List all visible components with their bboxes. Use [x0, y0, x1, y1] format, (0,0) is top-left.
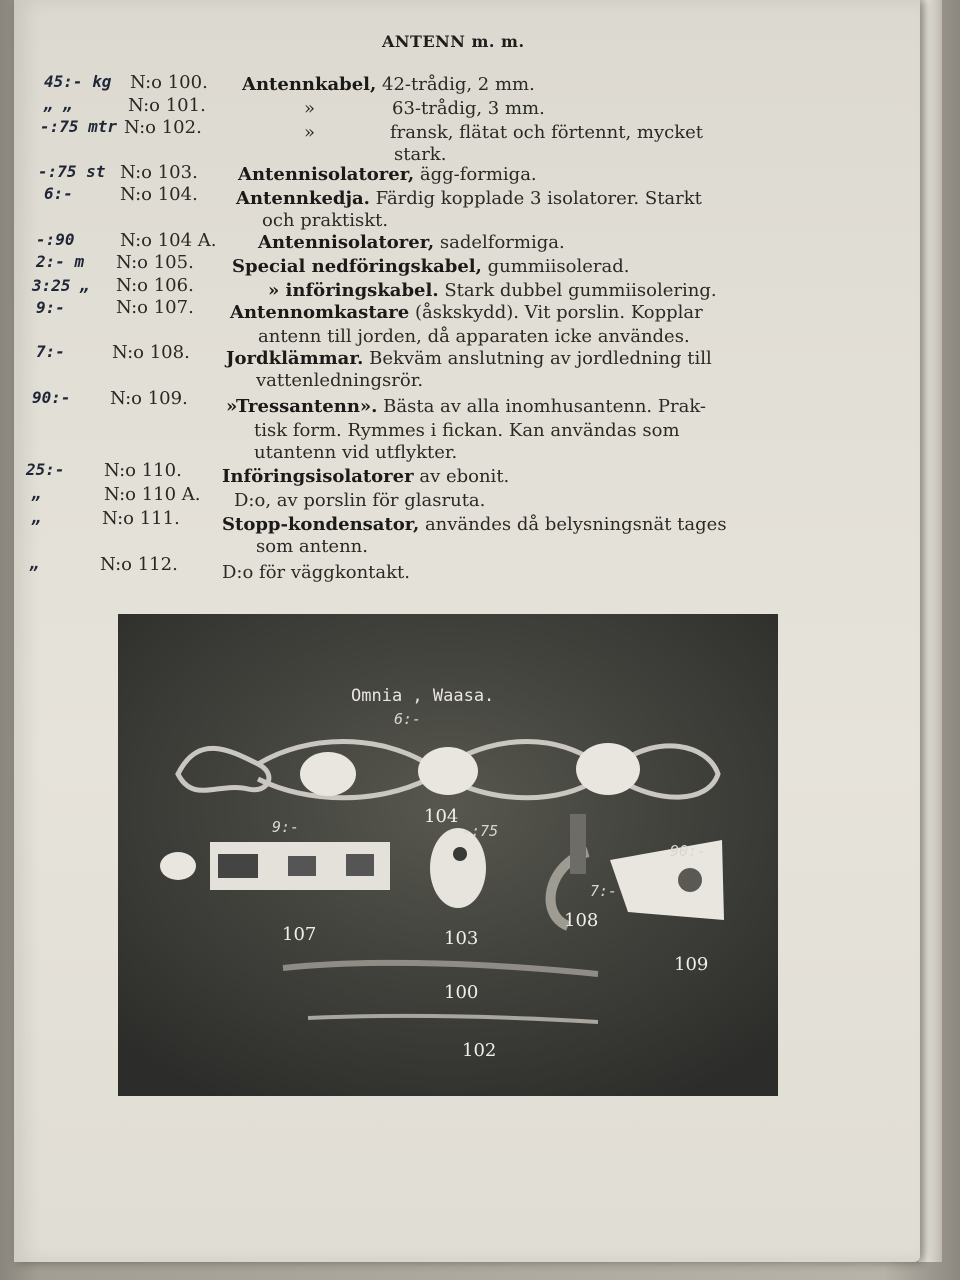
price-note: -:75 st [38, 162, 106, 181]
price-mark-chain: 6:- [394, 710, 422, 728]
label-108: 108 [564, 910, 599, 931]
price-mark-insulator: -:75 [462, 822, 499, 840]
item-number: N:o 107. [116, 297, 194, 318]
item-desc-cont: tisk form. Rymmes i fickan. Kan användas som [254, 420, 680, 441]
photo-caption: Omnia , Waasa. [351, 686, 495, 706]
item-number: N:o 109. [110, 388, 188, 409]
item-name: Stopp-kondensator, [222, 514, 420, 535]
item-entry [236, 190, 702, 208]
item-desc: Färdig kopplade 3 isolatorer. Starkt [369, 188, 702, 209]
item-name: Antennomkastare [230, 302, 410, 323]
price-note: 45:- kg [44, 72, 112, 91]
item-number: N:o 103. [120, 162, 198, 183]
price-note: „ [30, 554, 40, 573]
item-desc: Bästa av alla inomhusantenn. Prak- [377, 396, 706, 417]
item-name: Antennisolatorer, [238, 164, 415, 185]
price-mark-tress: 90:- [670, 842, 707, 860]
item-desc: gummiisolerad. [481, 256, 630, 277]
item-entry [226, 350, 712, 368]
item-number: N:o 104 A. [120, 230, 217, 251]
item-entry [258, 234, 565, 252]
price-note: 7:- [36, 342, 65, 361]
item-desc: (åskskydd). Vit porslin. Kopplar [409, 302, 703, 323]
price-note: -:90 [36, 230, 75, 249]
item-entry [226, 398, 706, 416]
page-stack-edge [918, 0, 942, 1262]
item-desc: användes då belysningsnät tages [419, 514, 727, 535]
item-desc: 63-trådig, 3 mm. [392, 98, 545, 119]
item-number: N:o 106. [116, 275, 194, 296]
price-note: „ [32, 508, 42, 527]
item-number: N:o 104. [120, 184, 198, 205]
item-desc-cont: stark. [394, 144, 447, 165]
price-mark-clamp: 7:- [590, 882, 618, 900]
price-note: 90:- [32, 388, 71, 407]
egg-insulator [430, 828, 486, 908]
item-desc: D:o för väggkontakt. [222, 562, 410, 583]
item-name: » införingskabel. [268, 280, 439, 301]
item-desc: ägg-formiga. [414, 164, 537, 185]
item-desc: av ebonit. [413, 466, 510, 487]
item-number: N:o 102. [124, 117, 202, 138]
item-entry [222, 516, 727, 534]
label-100: 100 [444, 982, 479, 1003]
item-desc: sadelformiga. [434, 232, 565, 253]
item-entry [268, 282, 717, 300]
item-desc: 42-trådig, 2 mm. [376, 74, 535, 95]
item-entry [230, 304, 703, 322]
item-number: N:o 100. [130, 72, 208, 93]
item-entry [242, 76, 535, 94]
price-note: 3:25 „ [32, 276, 90, 295]
item-number: N:o 110 A. [104, 484, 201, 505]
item-entry [222, 468, 509, 486]
item-entry [232, 258, 629, 276]
item-name: Antennkabel, [242, 74, 377, 95]
item-entry [238, 166, 537, 184]
item-desc-cont: antenn till jorden, då apparaten icke användes. [258, 326, 690, 347]
price-note: 6:- [44, 184, 73, 203]
product-photo [118, 614, 778, 1096]
item-name: Jordklämmar. [226, 348, 364, 369]
label-103: 103 [444, 928, 479, 949]
item-desc-cont: utantenn vid utflykter. [254, 442, 458, 463]
item-desc: fransk, flätat och förtennt, mycket [390, 122, 704, 143]
price-note: „ [32, 484, 42, 503]
label-109: 109 [674, 954, 709, 975]
item-desc-cont: som antenn. [256, 536, 368, 557]
page-title: ANTENN m. m. [382, 32, 525, 51]
item-number: N:o 101. [128, 95, 206, 116]
item-number: N:o 112. [100, 554, 178, 575]
item-desc-cont: och praktiskt. [262, 210, 389, 231]
item-desc: Stark dubbel gummiisolering. [438, 280, 717, 301]
item-number: N:o 111. [102, 508, 180, 529]
price-note: „ „ [44, 95, 73, 114]
price-note: -:75 mtr [40, 117, 118, 136]
label-104: 104 [424, 806, 459, 827]
price-note: 2:- m [36, 252, 85, 271]
item-name: » [304, 122, 316, 143]
label-102: 102 [462, 1040, 497, 1061]
price-mark-switch: 9:- [272, 818, 300, 836]
item-name: »Tressantenn». [226, 396, 378, 417]
item-number: N:o 105. [116, 252, 194, 273]
item-desc: D:o, av porslin för glasruta. [234, 490, 486, 511]
item-name: Införingsisolatorer [222, 466, 414, 487]
item-number: N:o 108. [112, 342, 190, 363]
item-name: Antennkedja. [236, 188, 370, 209]
item-number: N:o 110. [104, 460, 182, 481]
item-desc: Bekväm anslutning av jordledning till [363, 348, 712, 369]
price-note: 9:- [36, 298, 65, 317]
item-desc-cont: vattenledningsrör. [256, 370, 424, 391]
price-note: 25:- [26, 460, 65, 479]
item-name: » [304, 98, 316, 119]
item-name: Antennisolatorer, [258, 232, 435, 253]
label-107: 107 [282, 924, 317, 945]
item-name: Special nedföringskabel, [232, 256, 482, 277]
